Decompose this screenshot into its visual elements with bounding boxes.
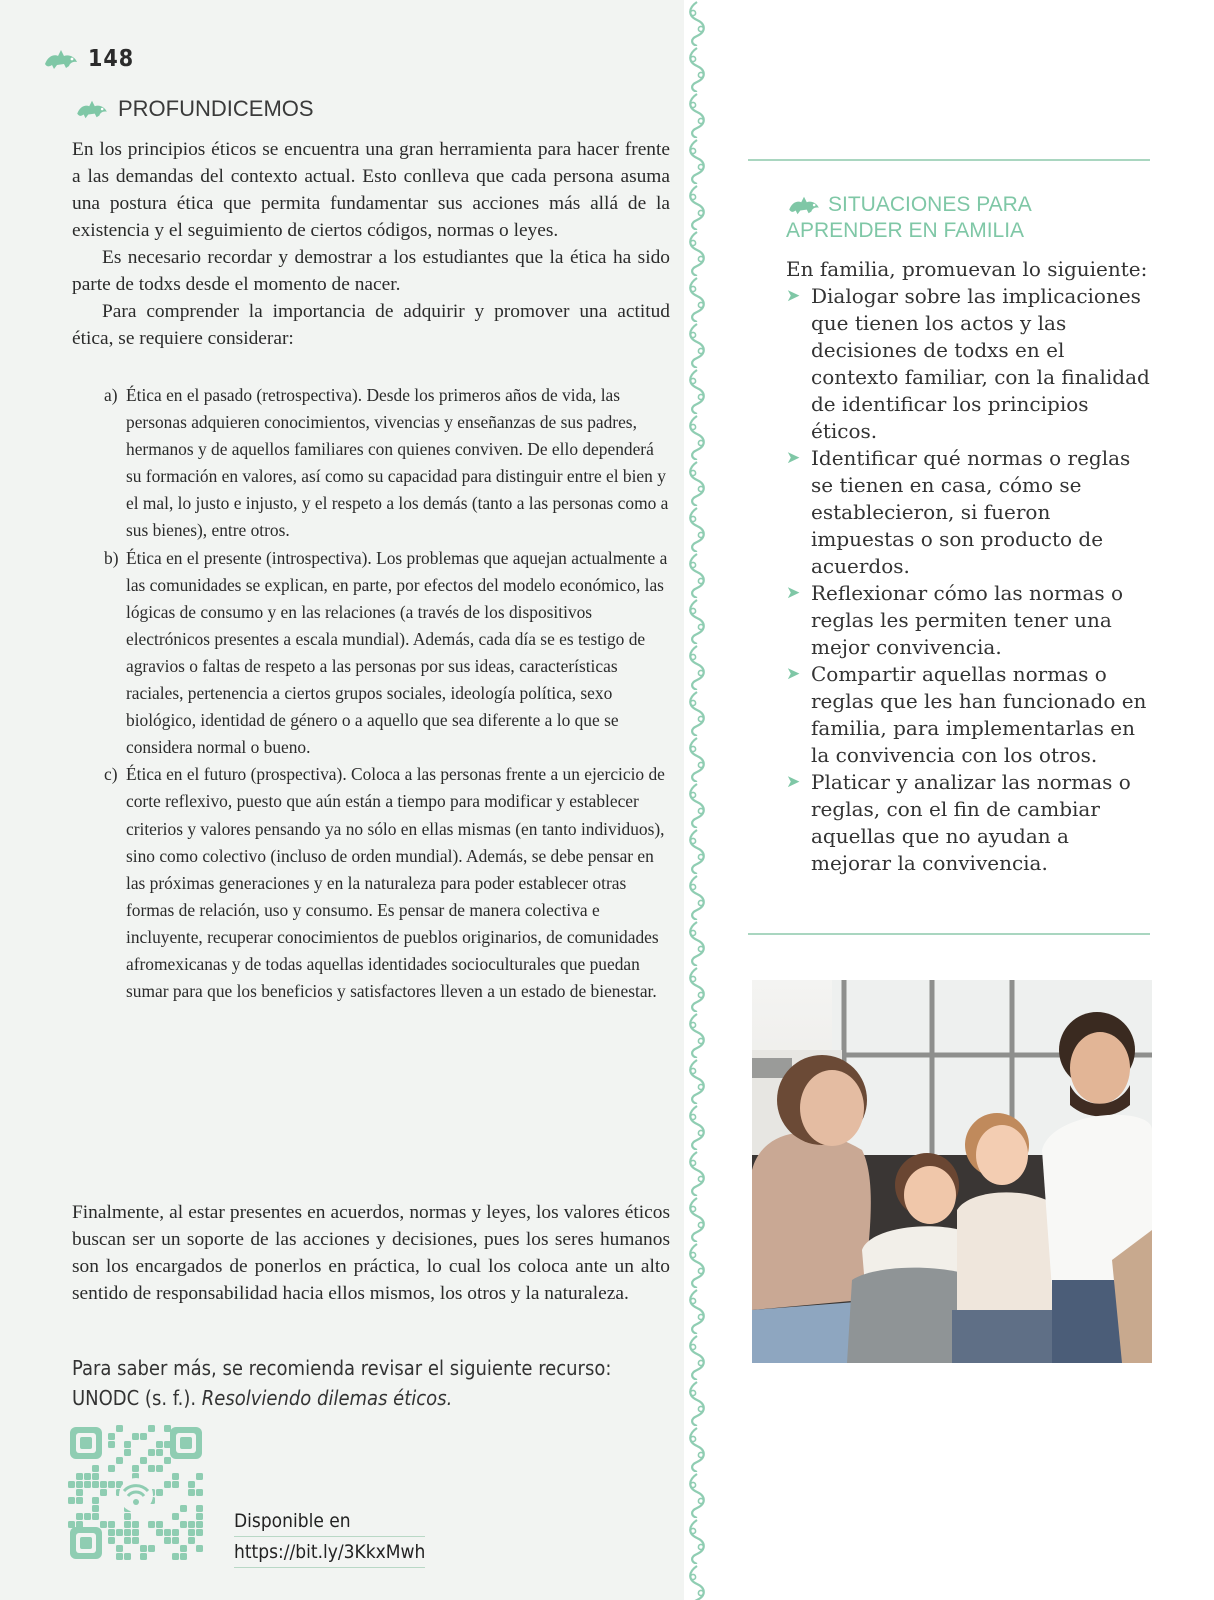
resource-author: UNODC (s. f.).	[72, 1386, 197, 1410]
box-bottom-rule	[748, 933, 1150, 935]
page-number-text: 148	[88, 46, 135, 72]
list-item-text: Ética en el futuro (prospectiva). Coloca a las personas frente a un ejercicio de corte reflexivo, puesto que aún están a tiempo para modificar y establecer criterios y valores pensando ya no sólo en ellas mismas (en tanto individuos), sino como colectivo (incluso de orden mundial). Además, se debe pensar en las próximas generaciones y en la naturaleza para poder establecer otras formas de relación, uso y consumo. Es pensar de manera colectiva e incluyente, recuperar conocimientos de pueblos originarios, de comunidades afromexicanas y de todas aquellas identidades socioculturales que puedan sumar para que los beneficios y satisfactores lleven a un estado de bienestar.	[126, 764, 665, 1002]
availability	[234, 1506, 425, 1568]
resource-title: Resolviendo dilemas éticos.	[201, 1386, 453, 1410]
resource-citation	[72, 1383, 672, 1413]
decorative-border	[684, 0, 710, 1600]
family-item-text: Platicar y analizar las normas o reglas, con el fin de cambiar aquellas que no ayudan a mejorar la convivencia.	[811, 770, 1131, 875]
ethics-list	[104, 382, 670, 1005]
family-list-item	[786, 661, 1151, 769]
family-content	[786, 256, 1151, 877]
family-photo	[752, 980, 1152, 1363]
family-intro: En familia, promuevan lo siguiente:	[786, 257, 1148, 281]
family-item-text: Dialogar sobre las implicaciones que tienen los actos y las decisiones de todxs en el contexto familiar, con la finalidad de identificar los principios éticos.	[811, 284, 1150, 443]
list-item	[104, 761, 670, 1005]
list-item	[104, 382, 670, 545]
family-item-text: Identificar qué normas o reglas se tienen en casa, cómo se establecieron, si fueron impuestas o son producto de acuerdos.	[811, 446, 1131, 578]
chevron-right-icon: ➤	[786, 664, 801, 684]
section-title: PROFUNDICEMOS	[118, 96, 314, 121]
list-marker: a)	[104, 385, 118, 405]
chevron-right-icon: ➤	[786, 286, 801, 306]
resource-url-link[interactable]: https://bit.ly/3KkxMwh	[234, 1537, 425, 1568]
list-item	[104, 545, 670, 762]
family-list-item	[786, 445, 1151, 580]
list-item-text: Ética en el pasado (retrospectiva). Desde los primeros años de vida, las personas adquieren conocimientos, vivencias y enseñanzas de sus padres, hermanos y de aquellos familiares con quienes conviven. De ello dependerá su formación en valores, así como su capacidad para distinguir entre el bien y el mal, lo justo e injusto, y el respeto a los demás (tanto a las personas como a sus bienes), entre otros.	[126, 385, 669, 541]
list-item-text: Ética en el presente (introspectiva). Los problemas que aquejan actualmente a las comunidades se explican, en parte, por efectos del modelo económico, las lógicas de consumo y en las relaciones (a través de los dispositivos electrónicos presentes a escala mundial). Además, cada día se es testigo de agravios o faltas de respeto a las personas por sus ideas, características raciales, pertenencia a ciertos grupos sociales, ideología política, sexo biológico, identidad de género o a aquello que sea diferente a lo que se considera normal o bueno.	[126, 547, 668, 758]
family-list-item	[786, 283, 1151, 445]
list-marker: b)	[104, 547, 119, 568]
stylized-creature-icon	[74, 97, 110, 121]
box-top-rule	[748, 159, 1150, 161]
stylized-creature-icon	[786, 193, 822, 217]
chevron-right-icon: ➤	[786, 772, 801, 792]
list-marker: c)	[104, 764, 118, 785]
family-item-text: Reflexionar cómo las normas o reglas les permiten tener una mejor convivencia.	[811, 581, 1124, 659]
family-section-heading	[786, 192, 1146, 244]
resource-block	[72, 1353, 672, 1413]
family-list-item	[786, 769, 1151, 877]
available-label: Disponible en	[234, 1506, 425, 1537]
chevron-right-icon: ➤	[786, 448, 801, 468]
resource-intro: Para saber más, se recomienda revisar el siguiente recurso:	[72, 1356, 612, 1380]
chevron-right-icon: ➤	[786, 583, 801, 603]
section-heading	[74, 96, 314, 122]
family-title-line1: SITUACIONES PARA	[828, 193, 1032, 216]
family-item-text: Compartir aquellas normas o reglas que les han funcionado en familia, para implementarlas en la convivencia con los otros.	[811, 662, 1147, 767]
stylized-creature-icon	[42, 46, 80, 72]
qr-code[interactable]	[68, 1425, 204, 1561]
intro-text	[72, 136, 670, 352]
family-title-line2: APRENDER EN FAMILIA	[786, 219, 1025, 242]
intro-paragraph: Para comprender la importancia de adquirir y promover una actitud ética, se requiere considerar:	[72, 301, 670, 349]
intro-paragraph: En los principios éticos se encuentra una gran herramienta para hacer frente a las demandas del contexto actual. Esto conlleva que cada persona asuma una postura ética que permita fundamentar sus acciones más allá de la existencia y el seguimiento de ciertos códigos, normas o leyes.	[72, 139, 670, 241]
family-list-item	[786, 580, 1151, 661]
page-number	[42, 46, 134, 72]
closing-paragraph: Finalmente, al estar presentes en acuerdos, normas y leyes, los valores éticos buscan ser un soporte de las acciones y decisiones, pues los seres humanos son los encargados de ponerlos en práctica, lo cual los coloca ante un alto sentido de responsabilidad hacia ellos mismos, los otros y la naturaleza.	[72, 1202, 670, 1304]
intro-paragraph: Es necesario recordar y demostrar a los estudiantes que la ética ha sido parte de todxs desde el momento de nacer.	[72, 247, 670, 295]
